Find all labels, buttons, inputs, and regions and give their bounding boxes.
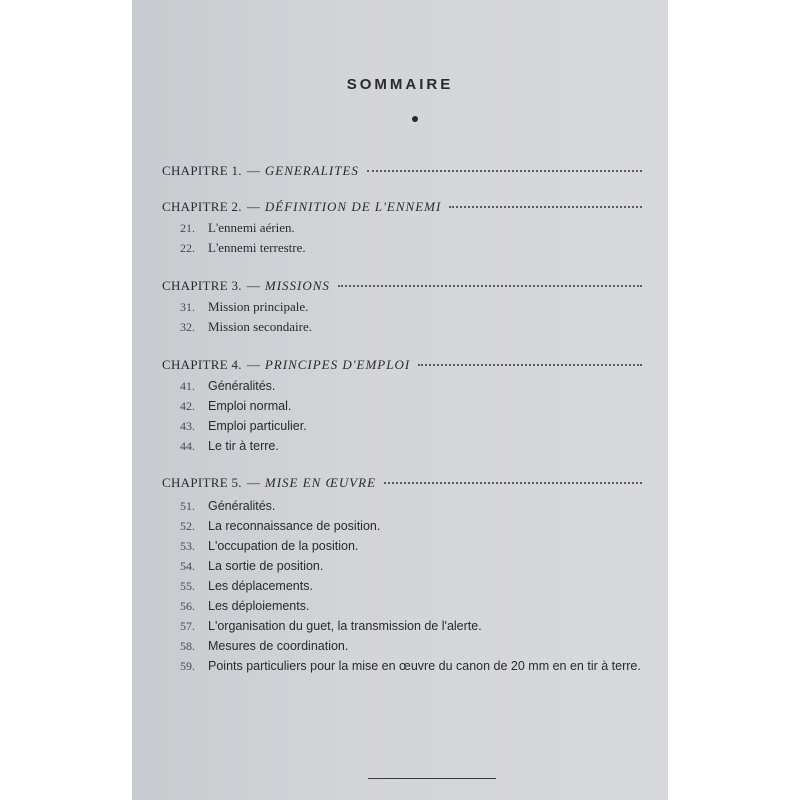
list-item: [180, 656, 662, 676]
item-text: L'ennemi aérien.: [208, 220, 295, 235]
item-number: 55.: [180, 579, 195, 593]
chapter-3-heading: [162, 278, 642, 296]
item-number: 56.: [180, 599, 195, 613]
dot-leader: [418, 364, 642, 366]
item-number: 53.: [180, 539, 195, 553]
item-number: 58.: [180, 639, 195, 653]
item-text: L'occupation de la position.: [208, 539, 359, 553]
item-text: Points particuliers pour la mise en œuvre du canon de 20 mm en en tir à terre.: [208, 659, 641, 673]
chapter-dash: —: [246, 278, 260, 293]
chapter-3-items: [180, 297, 662, 337]
chapter-5-items: [180, 496, 662, 676]
chapter-label: CHAPITRE 4.: [162, 357, 242, 372]
item-number: 44.: [180, 439, 195, 453]
title-bullet: [412, 116, 418, 122]
chapter-label: CHAPITRE 1.: [162, 163, 242, 178]
chapter-label: CHAPITRE 5.: [162, 475, 242, 490]
chapter-4-heading: [162, 357, 642, 375]
chapter-name: DÉFINITION DE L'ENNEMI: [264, 199, 442, 214]
item-number: 52.: [180, 519, 195, 533]
list-item: [180, 297, 662, 317]
item-number: 41.: [180, 379, 195, 393]
item-text: Les déploiements.: [208, 599, 310, 613]
chapter-label: CHAPITRE 3.: [162, 278, 242, 293]
chapter-name: GENERALITES: [264, 163, 359, 178]
page-title: SOMMAIRE: [346, 76, 454, 93]
item-number: 31.: [180, 300, 195, 314]
item-number: 54.: [180, 559, 195, 573]
item-number: 43.: [180, 419, 195, 433]
chapter-name: PRINCIPES D'EMPLOI: [264, 357, 411, 372]
footer-rule: [368, 778, 496, 779]
chapter-1-heading: [162, 163, 642, 181]
dot-leader: [338, 285, 642, 287]
item-text: Mission secondaire.: [208, 319, 312, 334]
chapter-name: MISSIONS: [264, 278, 330, 293]
list-item: [180, 396, 662, 416]
item-text: L'ennemi terrestre.: [208, 240, 306, 255]
item-text: La reconnaissance de position.: [208, 519, 381, 533]
item-text: Les déplacements.: [208, 579, 313, 593]
chapter-label: CHAPITRE 2.: [162, 199, 242, 214]
chapter-dash: —: [246, 357, 260, 372]
list-item: [180, 556, 662, 576]
chapter-2-items: [180, 218, 662, 258]
item-text: L'organisation du guet, la transmission de l'alerte.: [208, 619, 482, 633]
document-page: [132, 0, 668, 800]
chapter-name: MISE EN ŒUVRE: [264, 475, 377, 490]
dot-leader: [384, 482, 642, 484]
list-item: [180, 636, 662, 656]
chapter-dash: —: [246, 163, 260, 178]
list-item: [180, 616, 662, 636]
item-text: Emploi normal.: [208, 399, 292, 413]
list-item: [180, 596, 662, 616]
chapter-dash: —: [246, 475, 260, 490]
chapter-dash: —: [246, 199, 260, 214]
list-item: [180, 516, 662, 536]
item-number: 32.: [180, 320, 195, 334]
item-text: La sortie de position.: [208, 559, 324, 573]
list-item: [180, 317, 662, 337]
item-text: Emploi particulier.: [208, 419, 307, 433]
chapter-2-heading: [162, 199, 642, 217]
item-number: 42.: [180, 399, 195, 413]
list-item: [180, 238, 662, 258]
dot-leader: [367, 170, 642, 172]
item-text: Mesures de coordination.: [208, 639, 349, 653]
item-number: 51.: [180, 499, 195, 513]
item-number: 22.: [180, 241, 195, 255]
item-text: Généralités.: [208, 499, 276, 513]
item-text: Mission principale.: [208, 299, 309, 314]
list-item: [180, 436, 662, 456]
list-item: [180, 218, 662, 238]
list-item: [180, 536, 662, 556]
list-item: [180, 576, 662, 596]
chapter-4-items: [180, 376, 662, 456]
list-item: [180, 416, 662, 436]
item-number: 59.: [180, 659, 195, 673]
dot-leader: [449, 206, 642, 208]
item-text: Le tir à terre.: [208, 439, 279, 453]
list-item: [180, 496, 662, 516]
item-number: 57.: [180, 619, 195, 633]
chapter-5-heading: [162, 475, 642, 493]
item-number: 21.: [180, 221, 195, 235]
list-item: [180, 376, 662, 396]
item-text: Généralités.: [208, 379, 276, 393]
